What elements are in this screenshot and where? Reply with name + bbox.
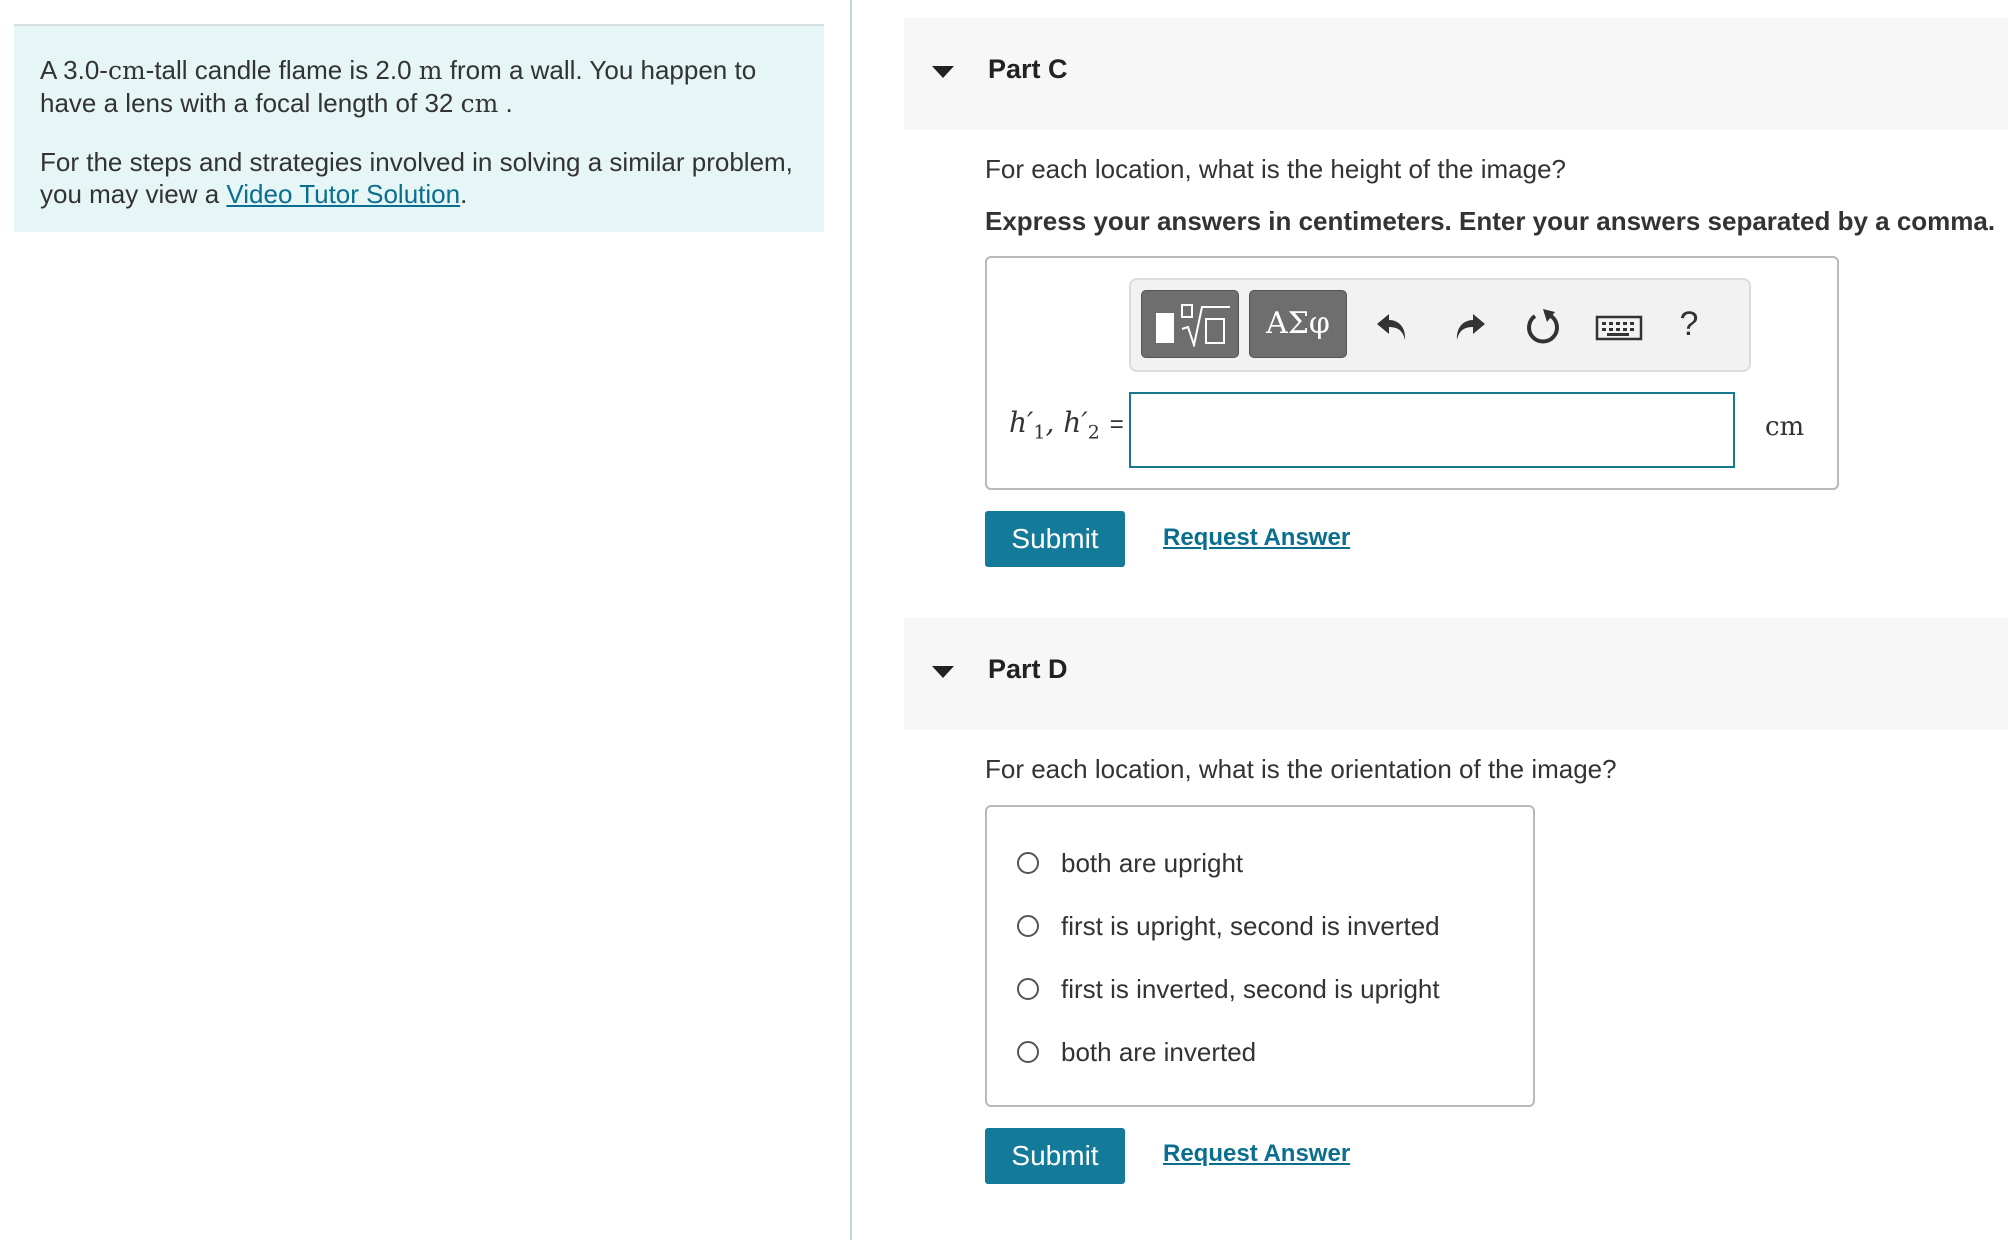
variable-separator: , — [1045, 406, 1064, 439]
problem-text — [40, 54, 798, 120]
part-c-title: Part C — [988, 54, 1068, 84]
radio-label: both are inverted — [1061, 1036, 1257, 1067]
subscript-2: 2 — [1087, 421, 1100, 444]
equals-sign: = — [1109, 411, 1124, 438]
keyboard-icon[interactable] — [1595, 308, 1643, 348]
reset-icon[interactable] — [1523, 306, 1563, 346]
video-tutor-link[interactable]: Video Tutor Solution — [226, 179, 461, 209]
radio-option[interactable] — [1017, 906, 1440, 946]
collapse-caret-icon[interactable] — [932, 666, 954, 678]
problem-text-part: A 3.0- — [40, 55, 108, 85]
radio-button[interactable] — [1017, 915, 1039, 937]
radio-button[interactable] — [1017, 1041, 1039, 1063]
radio-option[interactable] — [1017, 969, 1440, 1009]
orientation-options — [985, 805, 1535, 1107]
answer-unit: cm — [1765, 412, 1805, 442]
part-c-request-answer-link[interactable]: Request Answer — [1163, 524, 1351, 551]
part-d-request-answer-link[interactable]: Request Answer — [1163, 1140, 1351, 1167]
part-c-submit-button[interactable]: Submit — [985, 511, 1125, 567]
radio-option[interactable] — [1017, 843, 1243, 883]
radio-label: both are upright — [1061, 847, 1244, 878]
video-tutor-text-part: . — [460, 179, 468, 209]
radio-button[interactable] — [1017, 852, 1039, 874]
undo-icon[interactable] — [1373, 306, 1413, 346]
video-tutor-text — [40, 146, 798, 210]
cursor-block-icon — [1156, 313, 1174, 343]
part-c-instruction: Express your answers in centimeters. Enter your answers separated by a comma. — [985, 206, 1996, 236]
panel-divider — [850, 0, 852, 1240]
radio-label: first is upright, second is inverted — [1061, 910, 1440, 941]
unit-cm: cm — [107, 56, 146, 85]
video-tutor-text-part: For the steps and strategies involved in solving a similar problem, you may view a — [40, 147, 793, 209]
problem-statement — [14, 24, 824, 232]
subscript-1: 1 — [1033, 421, 1046, 444]
part-d-question: For each location, what is the orientation of the image? — [985, 754, 1617, 784]
problem-text-part: -tall candle flame is 2.0 — [145, 55, 419, 85]
unit-m: m — [418, 56, 443, 85]
answer-box — [985, 256, 1839, 490]
radio-button[interactable] — [1017, 978, 1039, 1000]
problem-text-part: . — [498, 88, 513, 118]
variable-h2: h′ — [1063, 406, 1088, 439]
templates-button[interactable] — [1141, 290, 1239, 358]
part-d-submit-button[interactable]: Submit — [985, 1128, 1125, 1184]
part-c-question: For each location, what is the height of the image? — [985, 154, 1567, 184]
variable-h1: h′ — [1009, 406, 1034, 439]
math-toolbar — [1129, 278, 1751, 372]
unit-cm: cm — [460, 89, 499, 118]
answer-input[interactable] — [1129, 392, 1735, 468]
collapse-caret-icon[interactable] — [932, 66, 954, 78]
greek-letters-button[interactable]: ΑΣφ — [1249, 290, 1347, 358]
redo-icon[interactable] — [1449, 306, 1489, 346]
part-c-header[interactable] — [904, 18, 2008, 130]
answer-variable-label — [1009, 406, 1124, 444]
problem-text-part: from a wall. You happen to have a lens with a focal length of 32 — [40, 55, 757, 118]
radio-option[interactable] — [1017, 1032, 1256, 1072]
templates-icon — [1180, 303, 1232, 347]
part-d-title: Part D — [988, 654, 1068, 684]
help-icon[interactable]: ? — [1679, 305, 1699, 343]
part-d-header[interactable] — [904, 618, 2008, 730]
radio-label: first is inverted, second is upright — [1061, 973, 1440, 1004]
